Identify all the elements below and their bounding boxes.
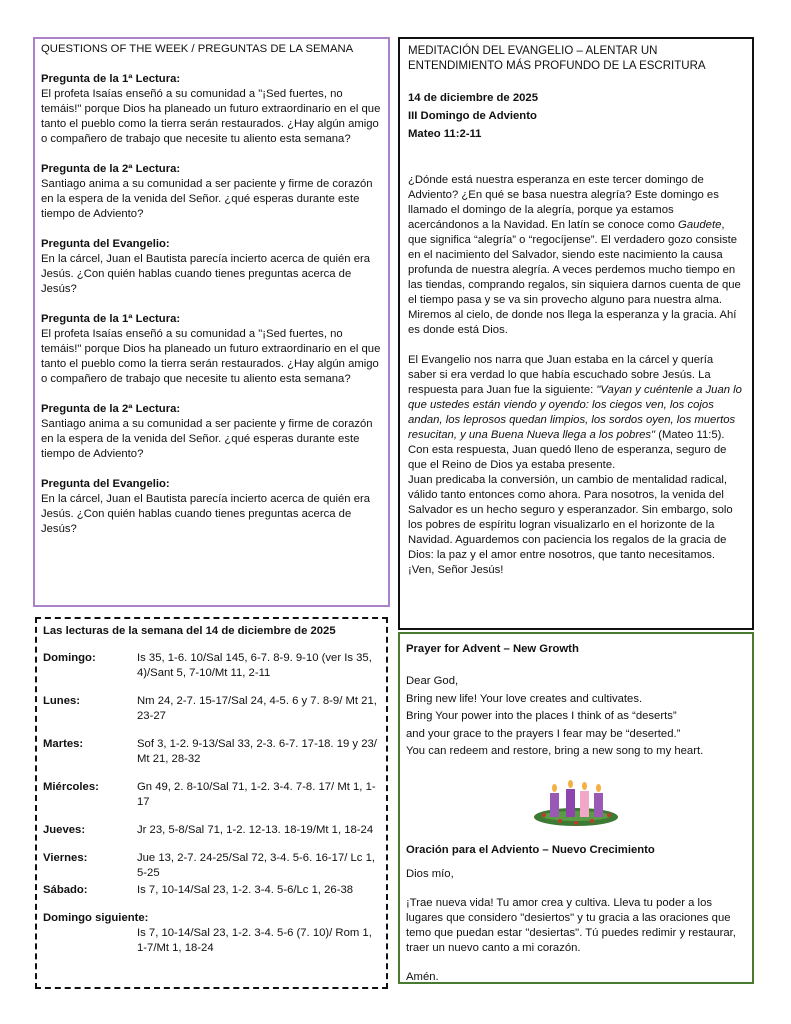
question-block: [41, 162, 382, 222]
reading-day: Lunes:: [43, 695, 81, 707]
meditation-date: 14 de diciembre de 2025: [408, 92, 538, 104]
reading-text: Is 7, 10-14/Sal 23, 1-2. 3-4. 5-6/Lc 1, 26-38: [137, 884, 354, 896]
reading-row-lunes: [43, 694, 380, 724]
meditation-paragraph-3: Juan predicaba la conversión, un cambio de mentalidad radical, válido tanto entonces como ahora. Para nosotros, la venida del Salvador es un hecho seguro y esperanzador. Sin embargo, solo los pobres de espíritu logran visualizarlo en el horizonte de la Navidad. Aguardemos con paciencia los regalos de la gracia de Dios: la paz y el amor entre nosotros, que tanto necesitamos. ¡Ven, Señor Jesús!: [408, 474, 733, 576]
question-text: El profeta Isaías enseñó a su comunidad a "¡Sed fuertes, no temáis!" porque Dios ha planeado un futuro extraordinario en el que tanto el pueblo como la tierra serán restaurados. ¿Hay algún amigo o compañero de trabajo que necesite tu aliento esta semana?: [41, 88, 381, 145]
reading-row-sabado: [43, 883, 380, 898]
meditation-paragraph-2: El Evangelio nos narra que Juan estaba en la cárcel y quería saber si era verdad lo que había escuchado sobre Jesús. La respuesta para Juan fue la siguiente: "Vayan y cuéntenle a Juan lo que ustedes están viendo y oyendo: los ciegos ven, los cojos andan, los leprosos quedan limpios, los sordos oyen, los muertos resucitan, y una Buena Nueva llega a los pobres" (Mateo 11:5). Con esta respuesta, Juan quedó lleno de esperanza, seguro de que el Reino de Dios ya estaba presente.: [408, 354, 742, 471]
reading-day: Viernes:: [43, 852, 88, 864]
reading-text: Sof 3, 1-2. 9-13/Sal 33, 2-3. 6-7. 17-18. 19 y 23/ Mt 21, 28-32: [137, 738, 377, 765]
question-block: [41, 477, 382, 537]
prayer-line: Bring new life! Your love creates and cultivates.: [406, 692, 643, 705]
meditation-reading: Mateo 11:2-11: [408, 128, 482, 140]
reading-row-jueves: [43, 823, 380, 838]
next-sunday-label: Domingo siguiente:: [43, 912, 149, 924]
question-block: [41, 312, 382, 387]
prayer-title-spanish: Oración para el Adviento – Nuevo Crecimiento: [406, 843, 655, 856]
reading-text: Jue 13, 2-7. 24-25/Sal 72, 3-4. 5-6. 16-17/ Lc 1, 5-25: [137, 852, 376, 879]
prayer-amen: Amén.: [406, 970, 439, 983]
reading-day: Jueves:: [43, 824, 86, 836]
reading-text: Is 35, 1-6. 10/Sal 145, 6-7. 8-9. 9-10 (ver Is 35, 4)/Sant 5, 7-10/Mt 11, 2-11: [137, 652, 372, 679]
reading-text: Jr 23, 5-8/Sal 71, 1-2. 12-13. 18-19/Mt 1, 18-24: [137, 824, 374, 836]
question-text: Santiago anima a su comunidad a ser paciente y firme de corazón en la espera de la venida del Señor. ¿qué esperas durante este tiempo de Adviento?: [41, 418, 373, 460]
question-text: El profeta Isaías enseñó a su comunidad a "¡Sed fuertes, no temáis!" porque Dios ha planeado un futuro extraordinario en el que tanto el pueblo como la tierra serán restaurados. ¿Hay algún amigo o compañero de trabajo que necesite tu aliento esta semana?: [41, 328, 381, 385]
question-heading: Pregunta de la 1ª Lectura:: [41, 73, 181, 85]
question-text: En la cárcel, Juan el Bautista parecía incierto acerca de quién era Jesús. ¿Con quién hablas cuando tienes preguntas acerca de Jesús?: [41, 493, 371, 535]
next-sunday-text: Is 7, 10-14/Sal 23, 1-2. 3-4. 5-6 (7. 10)/ Rom 1, 1-7/Mt 1, 18-24: [137, 927, 372, 954]
advent-prayer-box: [398, 632, 754, 984]
question-heading: Pregunta de la 1ª Lectura:: [41, 313, 181, 325]
question-block: [41, 237, 382, 297]
questions-header: QUESTIONS OF THE WEEK / PREGUNTAS DE LA SEMANA: [41, 43, 354, 55]
prayer-greeting-spanish: Dios mío,: [406, 867, 454, 880]
reading-day: Domingo:: [43, 652, 96, 664]
question-heading: Pregunta de la 2ª Lectura:: [41, 163, 181, 175]
question-heading: Pregunta del Evangelio:: [41, 478, 170, 490]
prayer-line: You can redeem and restore, bring a new song to my heart.: [406, 745, 704, 757]
questions-of-the-week-box: [33, 37, 390, 607]
meditation-sunday: III Domingo de Adviento: [408, 110, 537, 122]
reading-day: Miércoles:: [43, 781, 99, 793]
prayer-line: Dear God,: [406, 675, 459, 687]
reading-text: Gn 49, 2. 8-10/Sal 71, 1-2. 3-4. 7-8. 17/ Mt 1, 1-17: [137, 781, 376, 808]
reading-day: Martes:: [43, 738, 84, 750]
reading-text: Nm 24, 2-7. 15-17/Sal 24, 4-5. 6 y 7. 8-9/ Mt 21, 23-27: [137, 695, 377, 722]
question-block: [41, 72, 382, 147]
reading-row-viernes: [43, 851, 380, 881]
prayer-line: and your grace to the prayers I fear may be “deserted.”: [406, 727, 681, 740]
weekly-readings-box: [35, 617, 388, 989]
question-heading: Pregunta de la 2ª Lectura:: [41, 403, 181, 415]
prayer-body-spanish: ¡Trae nueva vida! Tu amor crea y cultiva. Lleva tu poder a los lugares que considero "desiertos" y tu gracia a las oraciones que temo que puedan estar "desiertas". Tú puedes redimir y restaurar, traer un nuevo canto a mi corazón.: [406, 896, 736, 954]
prayer-line: Bring Your power into the places I think of as “deserts”: [406, 710, 677, 722]
question-block: [41, 402, 382, 462]
question-heading: Pregunta del Evangelio:: [41, 238, 170, 250]
readings-title: Las lecturas de la semana del 14 de diciembre de 2025: [43, 625, 336, 637]
reading-day: Sábado:: [43, 884, 88, 896]
gospel-meditation-box: [398, 37, 754, 630]
prayer-title-english: Prayer for Advent – New Growth: [406, 643, 579, 655]
reading-row-martes: [43, 737, 380, 767]
question-text: Santiago anima a su comunidad a ser paciente y firme de corazón en la espera de la venida del Señor. ¿qué esperas durante este tiempo de Adviento?: [41, 178, 373, 220]
question-text: En la cárcel, Juan el Bautista parecía incierto acerca de quién era Jesús. ¿Con quién hablas cuando tienes preguntas acerca de Jesús?: [41, 253, 371, 295]
reading-row-miercoles: [43, 780, 380, 810]
advent-wreath-icon: [530, 779, 622, 829]
meditation-title: MEDITACIÓN DEL EVANGELIO – ALENTAR UN ENTENDIMIENTO MÁS PROFUNDO DE LA ESCRITURA: [408, 45, 706, 72]
meditation-paragraph-1: ¿Dónde está nuestra esperanza en este tercer domingo de Adviento? ¿En qué se basa nuestra alegría? Este domingo es llamado el domingo de la alegría, porque ya estamos acercándonos a la Navidad. En latín se conoce como Gaudete, que significa “alegría” o “regocíjense”. El verdadero gozo consiste en el nacimiento del Salvador, siendo este nacimiento la causa profunda de nuestra alegría. A veces perdemos mucho tiempo en las tiendas, comprando regalos, sin siquiera darnos cuenta de que el tiempo pasa y se va sin provecho alguno para nuestra alma. Miremos al cielo, de donde nos llega la esperanza y la gracia. Ahí es donde está Dios.: [408, 174, 741, 336]
reading-row-domingo: [43, 651, 380, 681]
